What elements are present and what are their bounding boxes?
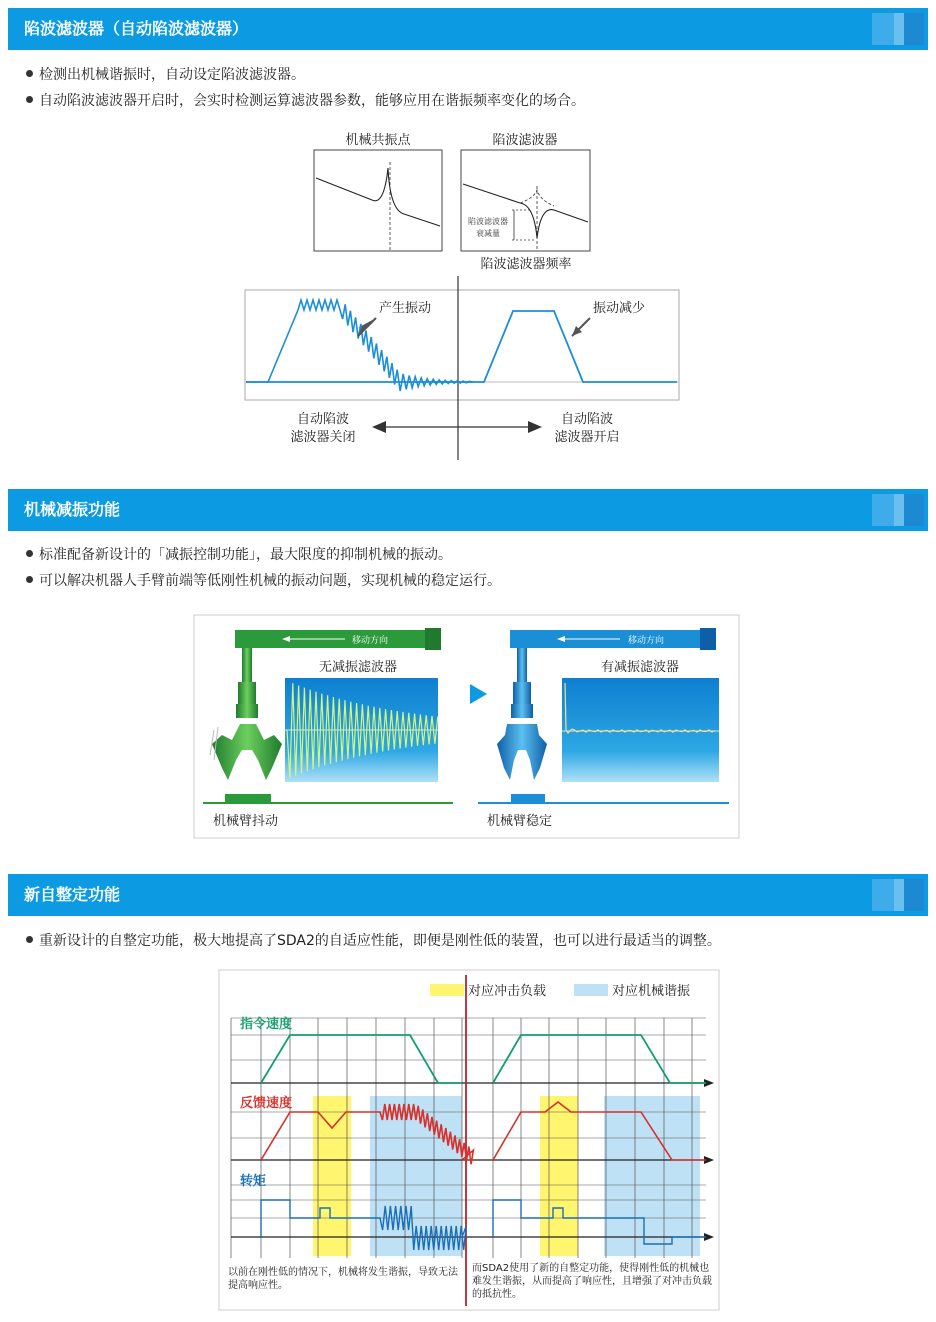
reduce-label: 振动减少 [592, 301, 646, 316]
left-caption: 机械臂抖动 [213, 814, 279, 829]
left-label: 自动陷波 [296, 412, 350, 427]
section-header-notch-filter [8, 8, 928, 50]
move-direction-label: 移动方向 [351, 636, 389, 646]
header-decoration [872, 874, 928, 916]
right-label: 自动陷波 [560, 412, 614, 427]
section-title: 陷波滤波器（自动陷波滤波器） [24, 19, 249, 38]
freq-label: 陷波滤波器频率 [480, 257, 572, 272]
section-title: 新自整定功能 [24, 885, 121, 904]
fb-speed-label: 反馈速度 [240, 1096, 293, 1111]
section-header-auto-tuning [8, 874, 928, 916]
resonance-band-right [604, 1096, 700, 1256]
legend-yellow-swatch [430, 984, 464, 996]
bullet-item: 重新设计的自整定功能，极大地提高了SDA2的自适应性能，即便是刚性低的装置，也可以进行最适当的调整。 [26, 930, 721, 950]
header-decoration [872, 489, 928, 531]
box1-title: 机械共振点 [345, 133, 411, 148]
bullet-item: 自动陷波滤波器开启时，会实时检测运算滤波器参数，能够应用在谐振频率变化的场合。 [26, 90, 585, 110]
right-label: 滤波器开启 [554, 430, 620, 445]
vibration-label: 产生振动 [378, 301, 432, 316]
legend-yellow: 对应冲击负载 [468, 984, 547, 999]
auto-tuning-chart [0, 965, 936, 1315]
legend-blue: 对应机械谐振 [612, 984, 691, 999]
shock-band-right [540, 1096, 578, 1256]
torque-label: 转矩 [240, 1174, 267, 1189]
bullet-item: 检测出机械谐振时，自动设定陷波滤波器。 [26, 64, 305, 84]
left-title: 无减振滤波器 [318, 660, 398, 675]
section-title: 机械减振功能 [24, 500, 121, 519]
legend-blue-swatch [574, 984, 608, 996]
left-label: 滤波器关闭 [290, 430, 356, 445]
bullet-item: 标准配备新设计的「减振控制功能」，最大限度的抑制机械的振动。 [26, 544, 452, 564]
right-caption: 机械臂稳定 [487, 814, 553, 829]
vibration-suppression-diagram [0, 610, 936, 845]
left-note: 以前在刚性低的情况下，机械将发生谐振，导致无法提高响应性。 [228, 1267, 458, 1291]
shock-band-left [313, 1096, 351, 1256]
right-note: 而SDA2使用了新的自整定功能，使得刚性低的机械也难发生谐振，从而提高了响应性，且增强了对冲击负载的抵抗性。 [472, 1263, 712, 1300]
atten-label: 陷波滤波器 [468, 217, 508, 226]
atten-label: 衰减量 [476, 229, 500, 238]
cmd-speed-label: 指令速度 [240, 1017, 293, 1032]
notch-filter-diagram [0, 120, 936, 465]
bullet-item: 可以解决机器人手臂前端等低刚性机械的振动问题，实现机械的稳定运行。 [26, 570, 501, 590]
move-direction-label: 移动方向 [627, 636, 665, 646]
with-filter-screen [562, 678, 719, 782]
header-decoration [872, 8, 928, 50]
right-title: 有减振滤波器 [600, 660, 680, 675]
box2-title: 陷波滤波器 [492, 133, 558, 148]
section-header-vibration-suppression [8, 489, 928, 531]
